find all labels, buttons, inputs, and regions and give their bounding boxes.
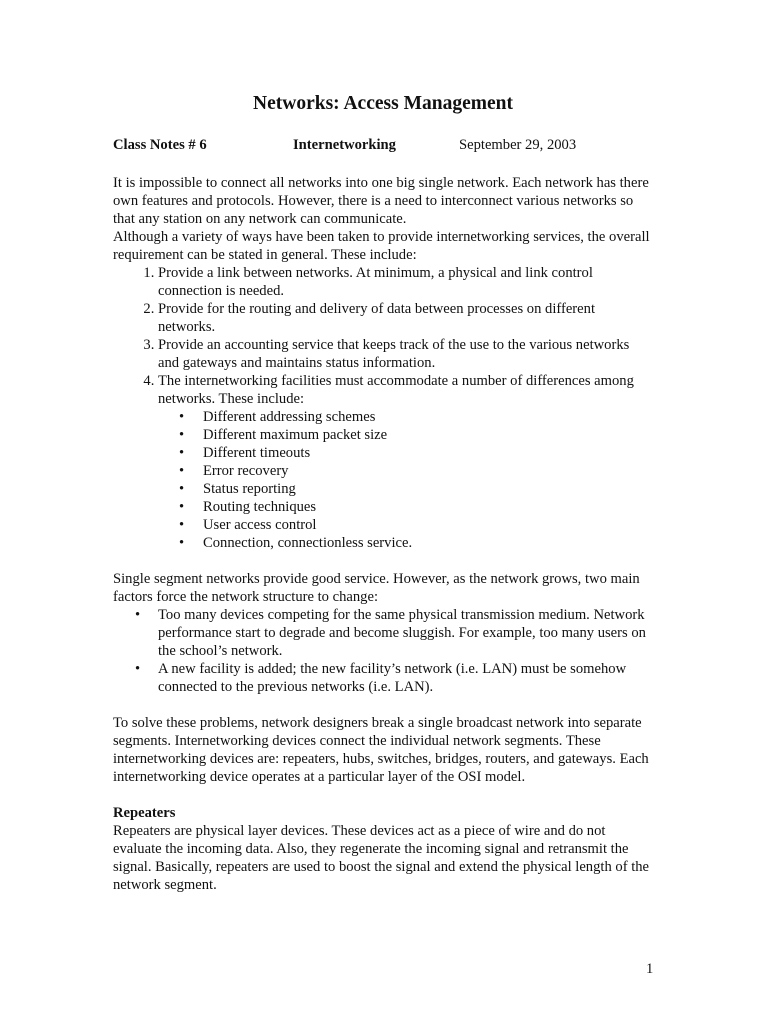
notes-header (113, 136, 653, 156)
intro-paragraph-1: It is impossible to connect all networks into one big single network. Each network has there own features and protocols. However, there is a need to interconnect various networks so that any station on any network can communicate. (113, 174, 649, 227)
factors-list (113, 606, 653, 696)
solve-paragraph: To solve these problems, network designers break a single broadcast network into separate segments. Internetworking devices connect the individual network segments. These internetworking devices are: repeaters, hubs, switches, bridges, routers, and gateways. Each internetworking device operates at a particular layer of the OSI model. (113, 714, 649, 785)
repeaters-heading: Repeaters (113, 804, 176, 821)
segment-paragraph: Single segment networks provide good service. However, as the network grows, two main factors force the network structure to change: (113, 570, 640, 605)
list-item: 3. Provide an accounting service that keeps track of the use to the various networks and gateways and maintains status information. (158, 336, 653, 372)
differences-list (113, 408, 653, 552)
document-body (113, 174, 653, 894)
page-number: 1 (646, 961, 654, 977)
list-item: • Too many devices competing for the same physical transmission medium. Network performance start to degrade and become sluggish. For example, too many users on the school’s network. (113, 606, 653, 660)
page-title: Networks: Access Management (253, 93, 513, 114)
list-item: • Connection, connectionless service. (113, 534, 653, 552)
list-item: • Different addressing schemes (113, 408, 653, 426)
list-item: • Error recovery (113, 462, 653, 480)
list-item: 1. Provide a link between networks. At minimum, a physical and link control connection is needed. (158, 264, 653, 300)
class-notes-label: Class Notes # 6 (113, 137, 207, 153)
list-item: • Different timeouts (113, 444, 653, 462)
list-item: • Routing techniques (113, 498, 653, 516)
list-item-text: The internetworking facilities must accommodate a number of differences among networks. These include: (158, 372, 634, 407)
list-item: • Status reporting (113, 480, 653, 498)
list-item: 2. Provide for the routing and delivery of data between processes on different networks. (158, 300, 653, 336)
list-item (158, 372, 653, 408)
topic-label: Internetworking (293, 137, 396, 153)
repeaters-paragraph: Repeaters are physical layer devices. These devices act as a piece of wire and do not evaluate the incoming data. Also, they regenerate the incoming signal and retransmit the signal. Basically, repeaters are used to boost the signal and extend the physical length of the network segment. (113, 822, 650, 893)
requirements-list (113, 264, 653, 408)
intro-paragraph-2: Although a variety of ways have been taken to provide internetworking services, the overall requirement can be stated in general. These include: (113, 228, 650, 263)
list-item: • User access control (113, 516, 653, 534)
list-item: • A new facility is added; the new facility’s network (i.e. LAN) must be somehow connected to the previous networks (i.e. LAN). (113, 660, 653, 696)
list-item: • Different maximum packet size (113, 426, 653, 444)
date-label: September 29, 2003 (459, 137, 577, 153)
